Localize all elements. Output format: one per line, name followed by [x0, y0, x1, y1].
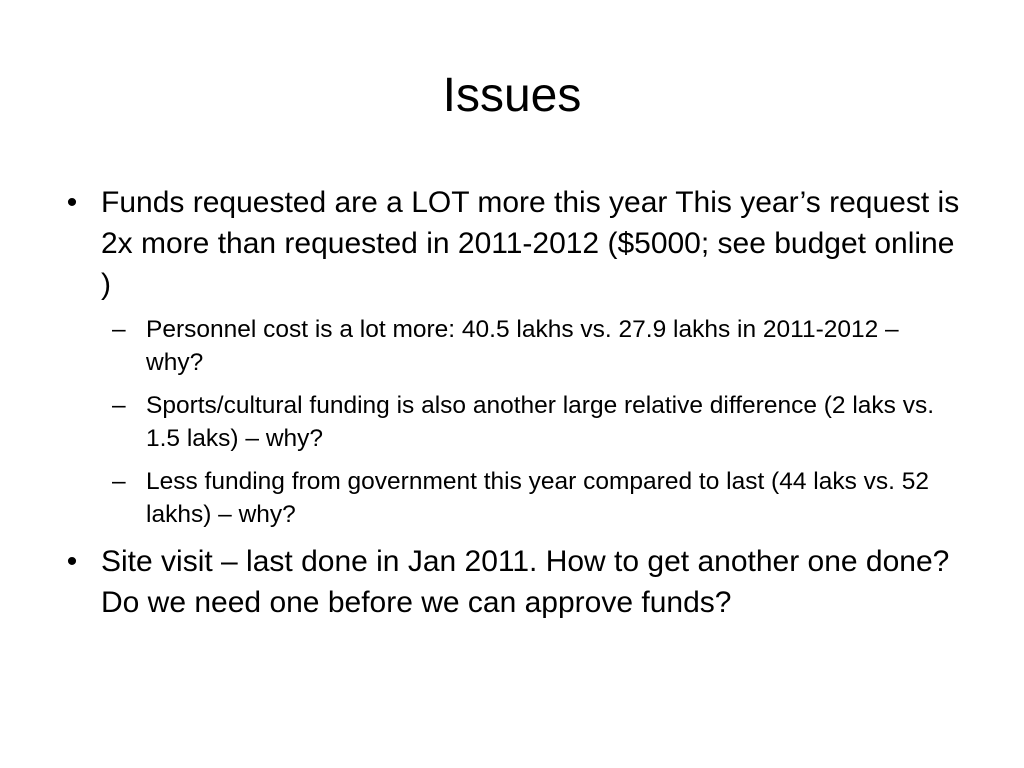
subbullet-text: Personnel cost is a lot more: 40.5 lakhs vs. 27.9 lakhs in 2011-2012 – why?	[146, 316, 899, 376]
bullet-icon: •	[66, 186, 78, 219]
subbullet-item-personnel-cost	[60, 313, 956, 379]
dash-icon: –	[112, 316, 126, 343]
subbullet-item-government-funding	[60, 465, 956, 531]
bullet-text: Funds requested are a LOT more this year This year’s request is 2x more than requested in 2011-2012 ($5000; see budget online )	[101, 186, 960, 301]
subbullet-text: Sports/cultural funding is also another large relative difference (2 laks vs. 1.5 laks) – why?	[146, 392, 935, 452]
slide-title: Issues	[442, 69, 582, 122]
subbullet-item-sports-cultural-funding	[60, 389, 956, 455]
bullet-item-funds-requested	[60, 182, 960, 305]
dash-icon: –	[112, 468, 126, 495]
dash-icon: –	[112, 392, 126, 419]
bullet-text: Site visit – last done in Jan 2011. How to get another one done? Do we need one before we can approve funds?	[101, 545, 950, 619]
bullet-item-site-visit	[60, 541, 960, 623]
subbullet-text: Less funding from government this year compared to last (44 laks vs. 52 lakhs) – why?	[146, 468, 930, 528]
bullet-icon: •	[66, 545, 78, 578]
slide-body	[60, 182, 960, 631]
